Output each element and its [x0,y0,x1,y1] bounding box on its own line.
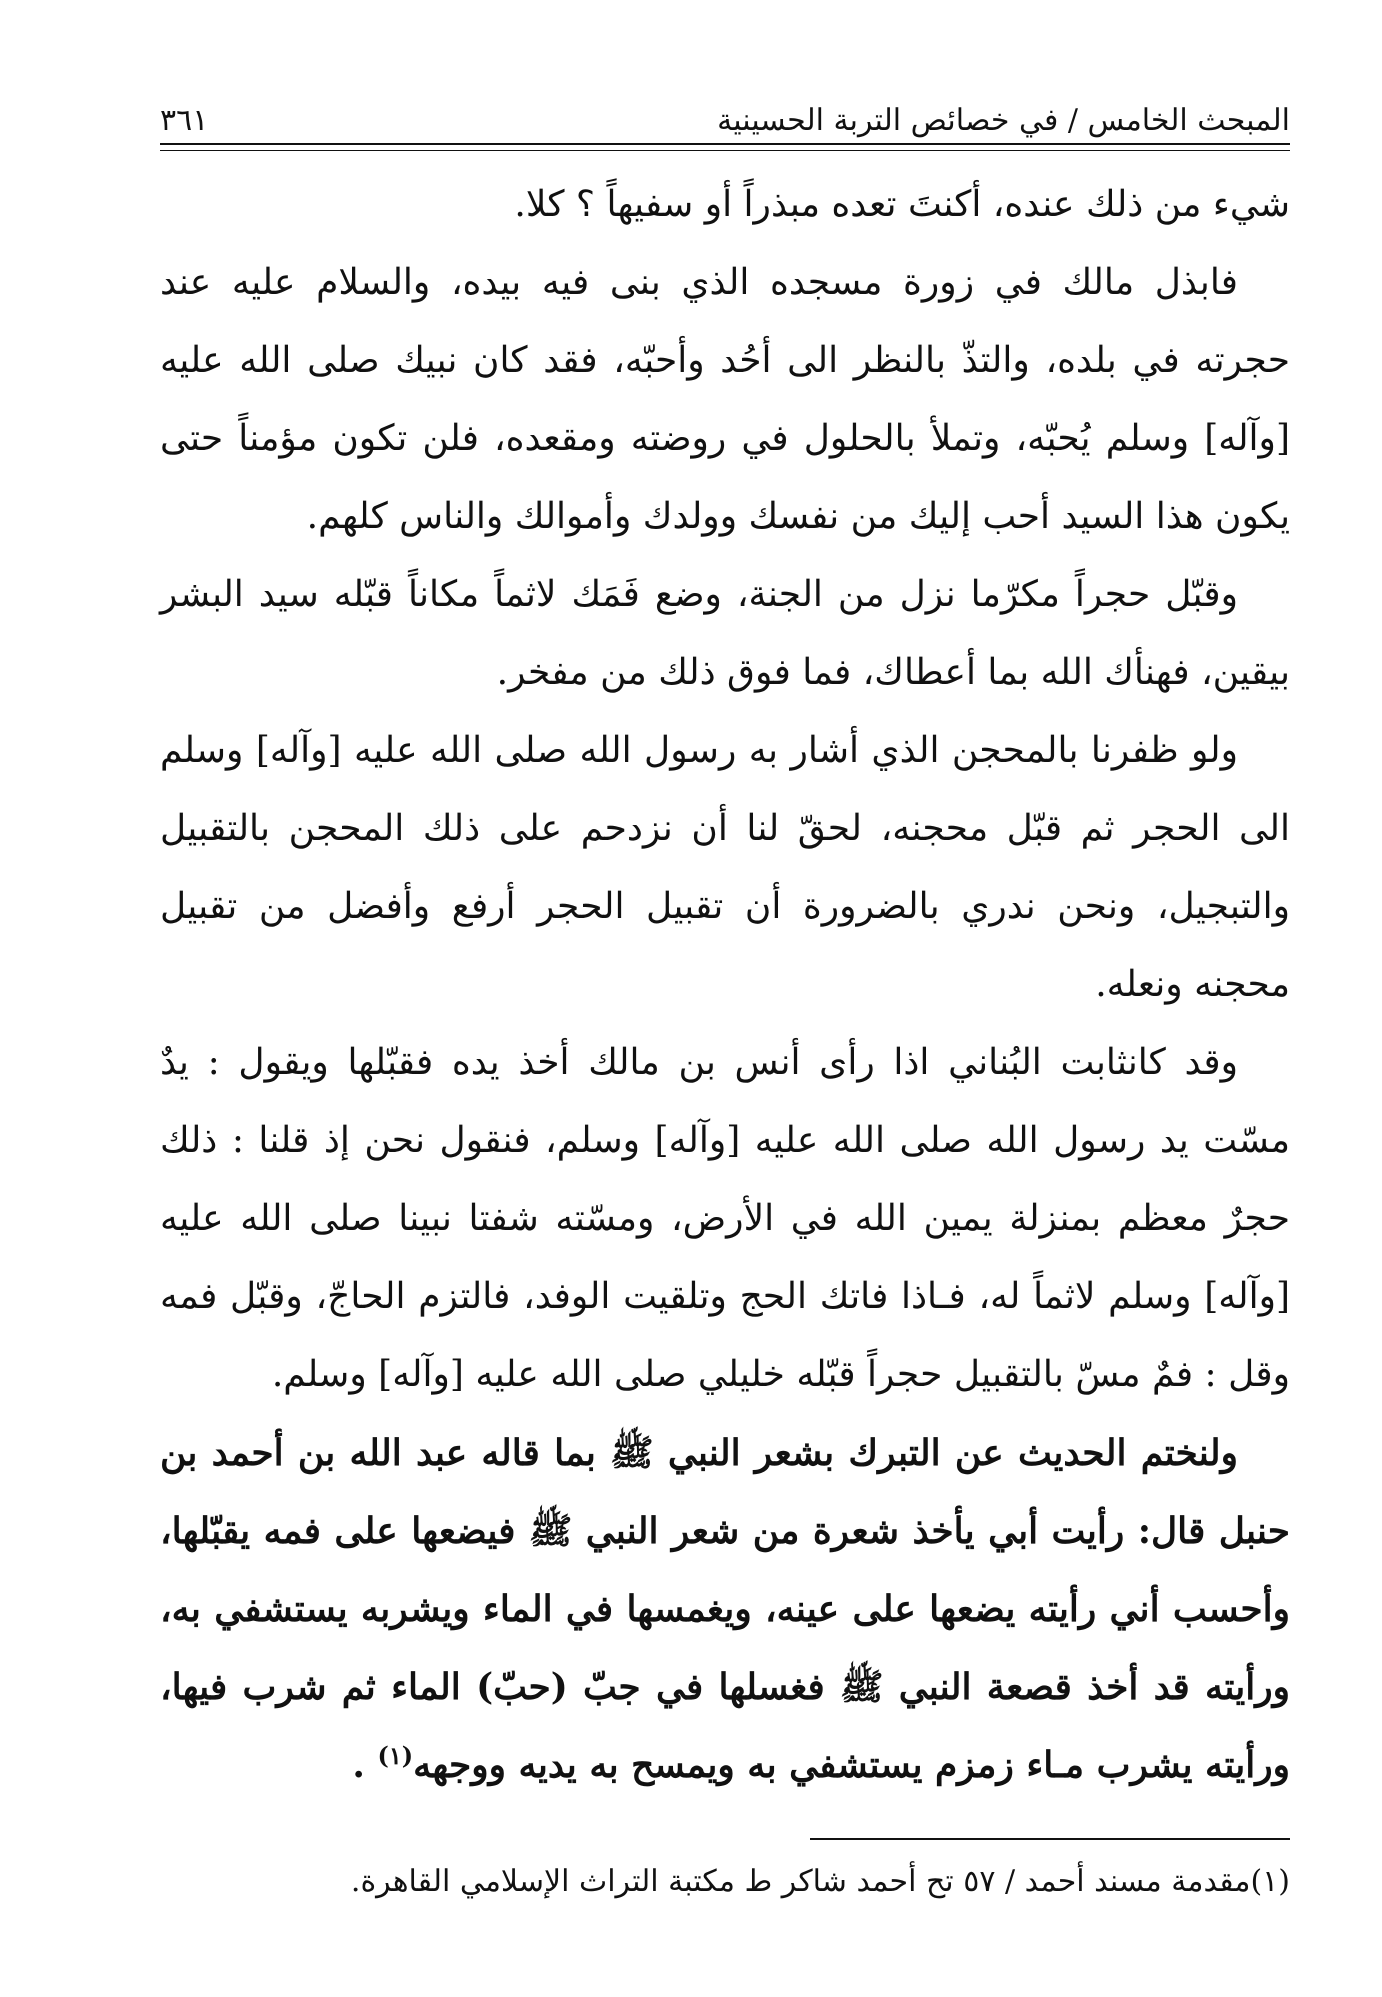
page-number: ٣٦١ [160,103,209,138]
paragraph [160,1024,1290,1414]
paragraph-text: ولو ظفرنا بالمحجن الذي أشار به رسول الله صلى الله عليه [وآله] وسلم الى الحجر ثم قبّل محجنه، لحقّ لنا أن نزدحم على ذلك المحجن بالتقبيل والتبجيل، ونحن ندري بالضرورة أن تقبيل الحجر أرفع وأفضل من تقبيل محجنه ونعله. [160,730,1290,1005]
paragraph-text: فابذل مالك في زورة مسجده الذي بنى فيه بيده، والسلام عليه عند حجرته في بلده، والتذّ بالنظر الى أحُد وأحبّه، فقد كان نبيك صلى الله عليه [وآله] وسلم يُحبّه، وتملأ بالحلول في روضته ومقعده، فلن تكون مؤمناً حتى يكون هذا السيد أحب إليك من نفسك وولدك وأموالك والناس كلهم. [160,262,1290,537]
header-rule-thin [160,150,1290,151]
footnote-reference: (١) [377,1741,414,1770]
paragraph-text: وقد كانثابت البُناني اذا رأى أنس بن مالك أخذ يده فقبّلها ويقول : يدٌ مسّت يد رسول الله صلى الله عليه [وآله] وسلم، فنقول نحن إذ قلنا : ذلك حجرٌ معظم بمنزلة يمين الله في الأرض، ومسّته شفتا نبينا صلى الله عليه [وآله] وسلم لاثماً له، فـاذا فاتك الحج وتلقيت الوفد، فالتزم الحاجّ، وقبّل فمه وقل : فمٌ مسّ بالتقبيل حجراً قبّله خليلي صلى الله عليه [وآله] وسلم. [160,1042,1290,1395]
paragraph-text: ولنختم الحديث عن التبرك بشعر النبي ﷺ بما قاله عبد الله بن أحمد بن حنبل قال: رأيت أبي يأخذ شعرة من شعر النبي ﷺ فيضعها على فمه يقبّلها، وأحسب أني رأيته يضعها على عينه، ويغمسها في الماء ويشربه يستشفي به، ورأيته قد أخذ قصعة النبي ﷺ فغسلها في جبّ (حبّ) الماء ثم شرب فيها، ورأيته يشرب مـاء زمزم يستشفي به ويمسح به يديه ووجهه [160,1432,1291,1786]
footnote-text: (١)مقدمة مسند أحمد / ٥٧ تح أحمد شاكر ط مكتبة التراث الإسلامي القاهرة. [350,1864,1290,1899]
header-rule [160,143,1290,145]
running-header [160,86,1290,138]
paragraph-hadith [160,1414,1290,1804]
body-text [160,166,1290,1804]
footnote-rule [810,1838,1290,1840]
header-title: المبحث الخامس / في خصائص التربة الحسينية [717,103,1290,138]
footnote [160,1860,1290,1904]
paragraph [160,166,1290,244]
paragraph-end: . [352,1744,378,1786]
paragraph [160,556,1290,712]
paragraph [160,712,1290,1024]
paragraph [160,244,1290,556]
paragraph-text: شيء من ذلك عنده، أكنتَ تعده مبذراً أو سفيهاً ؟ كلا. [514,184,1290,225]
paragraph-text: وقبّل حجراً مكرّما نزل من الجنة، وضع فَمَك لاثماً مكاناً قبّله سيد البشر بيقين، فهنأك الله بما أعطاك، فما فوق ذلك من مفخر. [160,574,1290,693]
